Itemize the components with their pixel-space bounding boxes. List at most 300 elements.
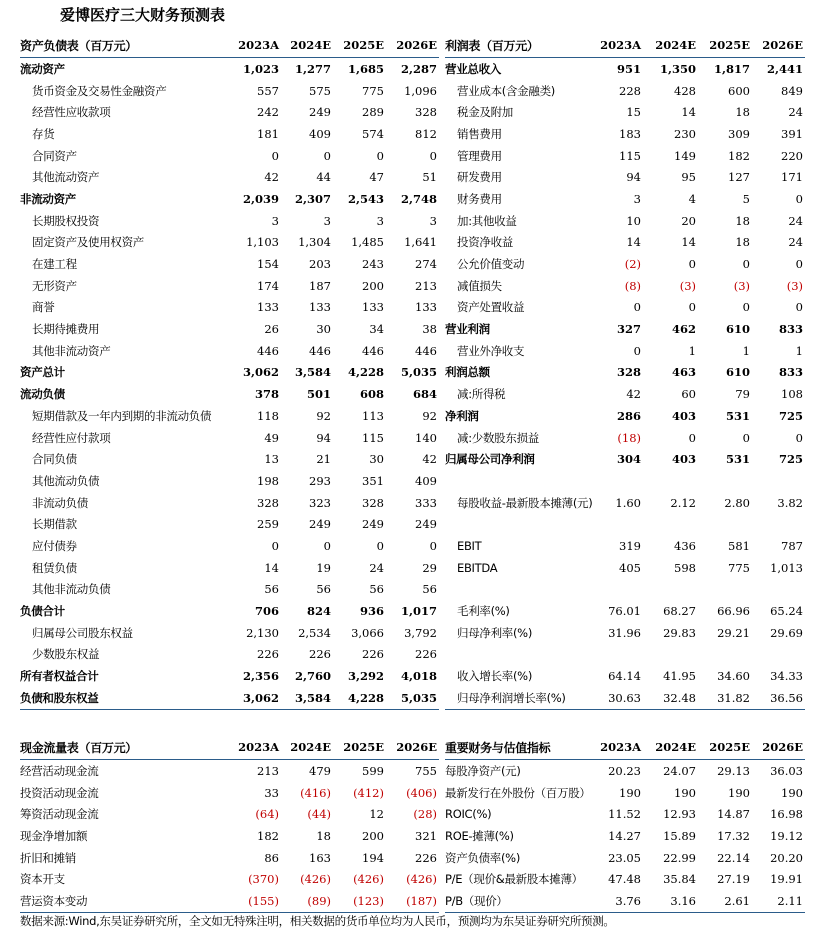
row-value: (18) xyxy=(617,430,641,445)
row-value: 0 xyxy=(795,191,803,206)
income-statement-table xyxy=(445,33,805,710)
table-row xyxy=(20,297,439,319)
row-label: 营业外净收支 xyxy=(457,343,525,358)
row-value: 463 xyxy=(671,365,696,380)
page-title: 爱博医疗三大财务预测表 xyxy=(60,6,226,24)
table-header-title: 重要财务与估值指标 xyxy=(445,735,593,760)
row-value xyxy=(643,513,698,535)
row-value: 2.61 xyxy=(698,890,752,912)
table-row xyxy=(20,513,439,535)
table-row xyxy=(20,600,439,622)
row-value: 200 xyxy=(362,278,384,293)
row-value: 27.19 xyxy=(717,872,750,887)
row-value: 14 xyxy=(264,560,279,575)
table-row xyxy=(20,868,439,890)
row-label: 归母净利率(%) xyxy=(457,625,532,640)
table-row xyxy=(20,362,439,384)
row-value: 36.03 xyxy=(770,763,803,778)
row-value: 293 xyxy=(309,473,331,488)
row-value: 108 xyxy=(781,387,803,402)
row-value: 243 xyxy=(362,257,384,272)
row-value: 200 xyxy=(362,828,384,843)
row-label: 减:少数股东损益 xyxy=(457,430,539,445)
row-value: 47.48 xyxy=(608,872,641,887)
year-header: 2023A xyxy=(225,33,281,58)
row-label: 每股收益-最新股本摊薄(元) xyxy=(457,495,593,510)
row-value: 213 xyxy=(415,278,437,293)
table-row xyxy=(445,535,805,557)
row-value: 11.52 xyxy=(608,807,641,822)
row-value: (3) xyxy=(679,278,696,293)
footnote: 数据来源:Wind,东吴证券研究所，全文如无特殊注明，相关数据的货币单位均为人民币，预测均为东吴证券研究所预测。 xyxy=(20,914,615,928)
row-value: 598 xyxy=(674,560,696,575)
row-value: 17.32 xyxy=(717,828,750,843)
row-label: 资产负债率(%) xyxy=(445,850,520,865)
row-value: 32.48 xyxy=(643,687,698,709)
row-value: 127 xyxy=(728,170,750,185)
row-value: 3,062 xyxy=(242,365,279,380)
year-header: 2024E xyxy=(281,735,333,760)
table-row xyxy=(20,340,439,362)
row-label: 公允价值变动 xyxy=(457,257,525,272)
row-value: 0 xyxy=(633,343,641,358)
row-value: (3) xyxy=(786,278,803,293)
row-value: 1 xyxy=(688,343,696,358)
row-value: 19 xyxy=(316,560,331,575)
table-row xyxy=(20,318,439,340)
table-row xyxy=(20,665,439,687)
table-row xyxy=(20,210,439,232)
table-row xyxy=(445,80,805,102)
row-value: (426) xyxy=(300,872,331,887)
row-value: 51 xyxy=(422,170,437,185)
row-value: 21 xyxy=(316,452,331,467)
row-label: 投资净收益 xyxy=(457,235,513,250)
row-value: 12.93 xyxy=(663,807,696,822)
row-label: P/E（现价&最新股本摊薄） xyxy=(445,872,583,887)
row-value: 0 xyxy=(742,430,750,445)
row-value: 4,018 xyxy=(400,669,437,684)
row-value xyxy=(643,579,698,601)
row-value: 190 xyxy=(619,785,641,800)
year-header: 2024E xyxy=(643,735,698,760)
row-value: 1,023 xyxy=(242,61,279,76)
table-row xyxy=(20,232,439,254)
row-label: 利润总额 xyxy=(445,365,490,380)
year-header: 2025E xyxy=(698,33,752,58)
table-row xyxy=(20,383,439,405)
row-label: 经营性应收款项 xyxy=(32,105,111,120)
row-value: 22.14 xyxy=(717,850,750,865)
row-value: 18 xyxy=(735,105,750,120)
table-row xyxy=(445,890,805,912)
row-value: 3,062 xyxy=(225,687,281,709)
row-value: 42 xyxy=(626,387,641,402)
row-value: 65.24 xyxy=(770,604,803,619)
row-value: 22.99 xyxy=(663,850,696,865)
row-value: 1.60 xyxy=(615,495,641,510)
row-value: 171 xyxy=(781,170,803,185)
row-value: 190 xyxy=(728,785,750,800)
row-value: 787 xyxy=(781,538,803,553)
row-value: 600 xyxy=(728,83,750,98)
row-value xyxy=(593,470,643,492)
table-row xyxy=(445,275,805,297)
row-value: 49 xyxy=(264,430,279,445)
row-value: 18 xyxy=(735,235,750,250)
row-value: 14 xyxy=(681,235,696,250)
row-value: 226 xyxy=(415,850,437,865)
table-header-row xyxy=(445,735,805,760)
row-value: 351 xyxy=(362,473,384,488)
row-value: 95 xyxy=(681,170,696,185)
row-value: 2,760 xyxy=(294,669,331,684)
row-value: 42 xyxy=(264,170,279,185)
row-value: 14.27 xyxy=(608,828,641,843)
row-value: 462 xyxy=(671,322,696,337)
row-label: 负债合计 xyxy=(20,604,65,619)
row-value: 581 xyxy=(728,538,750,553)
row-label: 减值损失 xyxy=(457,278,502,293)
row-value: 309 xyxy=(728,126,750,141)
year-header: 2023A xyxy=(593,735,643,760)
table-row xyxy=(20,622,439,644)
row-value: 328 xyxy=(362,495,384,510)
row-value: 18 xyxy=(316,828,331,843)
row-value: 29.83 xyxy=(663,625,696,640)
row-value: 29.13 xyxy=(717,763,750,778)
row-value: 226 xyxy=(257,647,279,662)
row-value: 86 xyxy=(264,850,279,865)
row-value: 3 xyxy=(633,191,641,206)
row-value: 154 xyxy=(257,257,279,272)
row-value: 501 xyxy=(306,387,331,402)
row-label: 减:所得税 xyxy=(457,387,506,402)
row-value: 24 xyxy=(788,235,803,250)
row-value: 446 xyxy=(309,343,331,358)
table-row xyxy=(445,687,805,709)
row-value: 2,039 xyxy=(242,191,279,206)
row-value: 213 xyxy=(257,763,279,778)
year-header: 2025E xyxy=(698,735,752,760)
row-value: 289 xyxy=(362,105,384,120)
row-value: 775 xyxy=(728,560,750,575)
row-label: 非流动负债 xyxy=(32,495,88,510)
row-value: 249 xyxy=(309,105,331,120)
row-value: 446 xyxy=(415,343,437,358)
row-value: (426) xyxy=(406,872,437,887)
row-value: 951 xyxy=(616,61,641,76)
row-value: 149 xyxy=(674,148,696,163)
table-row xyxy=(445,448,805,470)
table-row xyxy=(445,492,805,514)
row-value: 1,350 xyxy=(659,61,696,76)
row-label: 净利润 xyxy=(445,408,479,423)
row-label: 营运资本变动 xyxy=(20,890,225,912)
row-value: 24.07 xyxy=(663,763,696,778)
table-row xyxy=(445,318,805,340)
row-value: 13 xyxy=(264,452,279,467)
row-value: 706 xyxy=(254,604,279,619)
year-header: 2024E xyxy=(281,33,333,58)
table-row xyxy=(20,803,439,825)
table-row xyxy=(445,427,805,449)
table-row xyxy=(445,579,805,601)
row-value: 610 xyxy=(725,322,750,337)
table-row xyxy=(445,166,805,188)
row-value: 849 xyxy=(781,83,803,98)
row-value xyxy=(698,644,752,666)
table-row xyxy=(20,644,439,666)
year-header: 2025E xyxy=(333,735,386,760)
row-value: 187 xyxy=(309,278,331,293)
row-value: 226 xyxy=(415,647,437,662)
row-value: 1,096 xyxy=(404,83,437,98)
year-header: 2026E xyxy=(752,735,805,760)
row-value: 29.69 xyxy=(770,625,803,640)
row-value: 19.12 xyxy=(770,828,803,843)
row-value: 242 xyxy=(257,105,279,120)
table-row xyxy=(20,760,439,782)
row-value: (416) xyxy=(300,785,331,800)
row-label: EBITDA xyxy=(457,560,498,575)
row-value: 0 xyxy=(271,148,279,163)
table-row xyxy=(445,188,805,210)
table-row xyxy=(20,825,439,847)
row-value: 327 xyxy=(616,322,641,337)
table-row xyxy=(20,275,439,297)
row-label xyxy=(445,579,593,601)
row-label: 长期待摊费用 xyxy=(32,322,100,337)
row-value: (89) xyxy=(281,890,333,912)
row-value: (2) xyxy=(624,257,641,272)
table-row xyxy=(445,145,805,167)
row-value: (44) xyxy=(307,807,331,822)
row-value: (187) xyxy=(386,890,439,912)
row-value: 16.98 xyxy=(770,807,803,822)
row-value: 2,748 xyxy=(400,191,437,206)
row-label: 其他非流动负债 xyxy=(32,582,111,597)
table-row xyxy=(445,58,805,80)
row-value: 34 xyxy=(369,322,384,337)
table-row xyxy=(20,405,439,427)
row-label: 其他非流动资产 xyxy=(32,343,111,358)
row-value: 0 xyxy=(742,300,750,315)
row-label: 在建工程 xyxy=(32,257,77,272)
row-value: 20.20 xyxy=(770,850,803,865)
row-label: 经营活动现金流 xyxy=(20,763,99,778)
row-value: (123) xyxy=(333,890,386,912)
row-value: 2,534 xyxy=(298,625,331,640)
row-value: 190 xyxy=(674,785,696,800)
row-label: 短期借款及一年内到期的非流动负债 xyxy=(32,408,212,423)
row-value: 0 xyxy=(688,300,696,315)
table-row xyxy=(20,166,439,188)
row-value: 409 xyxy=(415,473,437,488)
table-row xyxy=(20,492,439,514)
row-value: 3 xyxy=(429,213,437,228)
year-header: 2026E xyxy=(386,735,439,760)
table-row xyxy=(20,557,439,579)
row-value: 2,356 xyxy=(242,669,279,684)
row-value: 60 xyxy=(681,387,696,402)
row-value: 0 xyxy=(376,148,384,163)
row-value: 1,485 xyxy=(351,235,384,250)
row-value xyxy=(752,513,805,535)
table-row xyxy=(20,145,439,167)
row-value: 812 xyxy=(415,126,437,141)
row-value: 479 xyxy=(309,763,331,778)
row-value: 3.16 xyxy=(643,890,698,912)
row-value: 10 xyxy=(626,213,641,228)
row-label: 营业总收入 xyxy=(445,61,501,76)
row-label: 现金净增加额 xyxy=(20,828,88,843)
row-label: 租赁负债 xyxy=(32,560,77,575)
row-value: 182 xyxy=(257,828,279,843)
row-value: 31.82 xyxy=(698,687,752,709)
table-row xyxy=(445,253,805,275)
year-header: 2024E xyxy=(643,33,698,58)
row-label: 研发费用 xyxy=(457,170,502,185)
row-value: 3.82 xyxy=(777,495,803,510)
row-value: 24 xyxy=(788,213,803,228)
row-value: 824 xyxy=(306,604,331,619)
row-label: 毛利率(%) xyxy=(457,604,510,619)
row-value: 174 xyxy=(257,278,279,293)
balance-sheet-table xyxy=(20,33,439,710)
row-value: 14 xyxy=(681,105,696,120)
row-value xyxy=(698,579,752,601)
row-value: 92 xyxy=(316,408,331,423)
row-label: 合同资产 xyxy=(32,148,77,163)
row-value xyxy=(593,644,643,666)
table-row xyxy=(445,513,805,535)
row-value: 5,035 xyxy=(386,687,439,709)
row-label: ROIC(%) xyxy=(445,807,492,822)
table-row xyxy=(20,80,439,102)
row-value: 226 xyxy=(362,647,384,662)
row-label: 存货 xyxy=(32,126,55,141)
row-value: 44 xyxy=(316,170,331,185)
row-value: 1,817 xyxy=(713,61,750,76)
row-value: 5,035 xyxy=(400,365,437,380)
row-value: 26 xyxy=(264,322,279,337)
row-label xyxy=(445,644,593,666)
year-header: 2026E xyxy=(752,33,805,58)
row-value: 0 xyxy=(429,148,437,163)
cash-flow-table xyxy=(20,735,439,913)
table-row xyxy=(20,58,439,80)
table-header-row xyxy=(20,735,439,760)
row-value: 446 xyxy=(257,343,279,358)
row-value: 0 xyxy=(376,538,384,553)
row-value: 0 xyxy=(795,257,803,272)
table-row xyxy=(20,847,439,869)
row-value: 391 xyxy=(781,126,803,141)
row-value: 321 xyxy=(415,828,437,843)
row-value: 333 xyxy=(415,495,437,510)
row-label: 资产总计 xyxy=(20,365,65,380)
row-label: 归属母公司净利润 xyxy=(445,452,535,467)
row-value: 323 xyxy=(309,495,331,510)
row-value: (426) xyxy=(353,872,384,887)
row-value xyxy=(643,470,698,492)
row-value: 20 xyxy=(681,213,696,228)
row-value: 163 xyxy=(309,850,331,865)
row-value: 14 xyxy=(626,235,641,250)
row-label: 营业成本(含金融类) xyxy=(457,83,555,98)
table-row xyxy=(445,340,805,362)
row-value: (406) xyxy=(406,785,437,800)
row-label: 财务费用 xyxy=(457,191,502,206)
row-label: 收入增长率(%) xyxy=(457,669,532,684)
row-value: 35.84 xyxy=(663,872,696,887)
row-value: 575 xyxy=(309,83,331,98)
row-value: 304 xyxy=(616,452,641,467)
row-value: 56 xyxy=(264,582,279,597)
row-value: 198 xyxy=(257,473,279,488)
row-label: 投资活动现金流 xyxy=(20,785,99,800)
row-value: 34.60 xyxy=(717,669,750,684)
row-value: 403 xyxy=(671,452,696,467)
row-label: 商誉 xyxy=(32,300,55,315)
row-value: 36.56 xyxy=(752,687,805,709)
row-value: 133 xyxy=(257,300,279,315)
row-label: 流动资产 xyxy=(20,61,65,76)
row-label: 筹资活动现金流 xyxy=(20,807,99,822)
row-value: (3) xyxy=(733,278,750,293)
table-row xyxy=(445,665,805,687)
row-value: 29 xyxy=(422,560,437,575)
row-label: 长期股权投资 xyxy=(32,213,100,228)
table-row xyxy=(445,825,805,847)
row-value: 684 xyxy=(412,387,437,402)
row-value: 30 xyxy=(316,322,331,337)
table-row xyxy=(445,868,805,890)
table-row xyxy=(20,687,439,709)
table-row xyxy=(445,760,805,782)
row-label: 折旧和摊销 xyxy=(20,850,76,865)
row-value: 133 xyxy=(362,300,384,315)
row-label: 负债和股东权益 xyxy=(20,687,225,709)
row-value: 1,641 xyxy=(404,235,437,250)
table-row xyxy=(20,470,439,492)
row-value: 608 xyxy=(359,387,384,402)
row-value xyxy=(752,644,805,666)
row-value: 0 xyxy=(429,538,437,553)
row-label: 长期借款 xyxy=(32,517,77,532)
row-value: 24 xyxy=(788,105,803,120)
table-row xyxy=(20,253,439,275)
row-label: 加:其他收益 xyxy=(457,213,517,228)
row-value: 1,685 xyxy=(347,61,384,76)
row-label: 资产处置收益 xyxy=(457,300,525,315)
row-value: 47 xyxy=(369,170,384,185)
row-value xyxy=(752,579,805,601)
row-value: 181 xyxy=(257,126,279,141)
row-label: 归母净利润增长率(%) xyxy=(445,687,593,709)
row-value: (28) xyxy=(413,807,437,822)
row-value: 3 xyxy=(323,213,331,228)
table-header-row xyxy=(20,33,439,58)
row-value: 94 xyxy=(316,430,331,445)
row-value: 0 xyxy=(323,148,331,163)
row-value: 183 xyxy=(619,126,641,141)
table-row xyxy=(445,803,805,825)
row-value xyxy=(643,644,698,666)
row-value: 0 xyxy=(795,430,803,445)
row-value: 319 xyxy=(619,538,641,553)
